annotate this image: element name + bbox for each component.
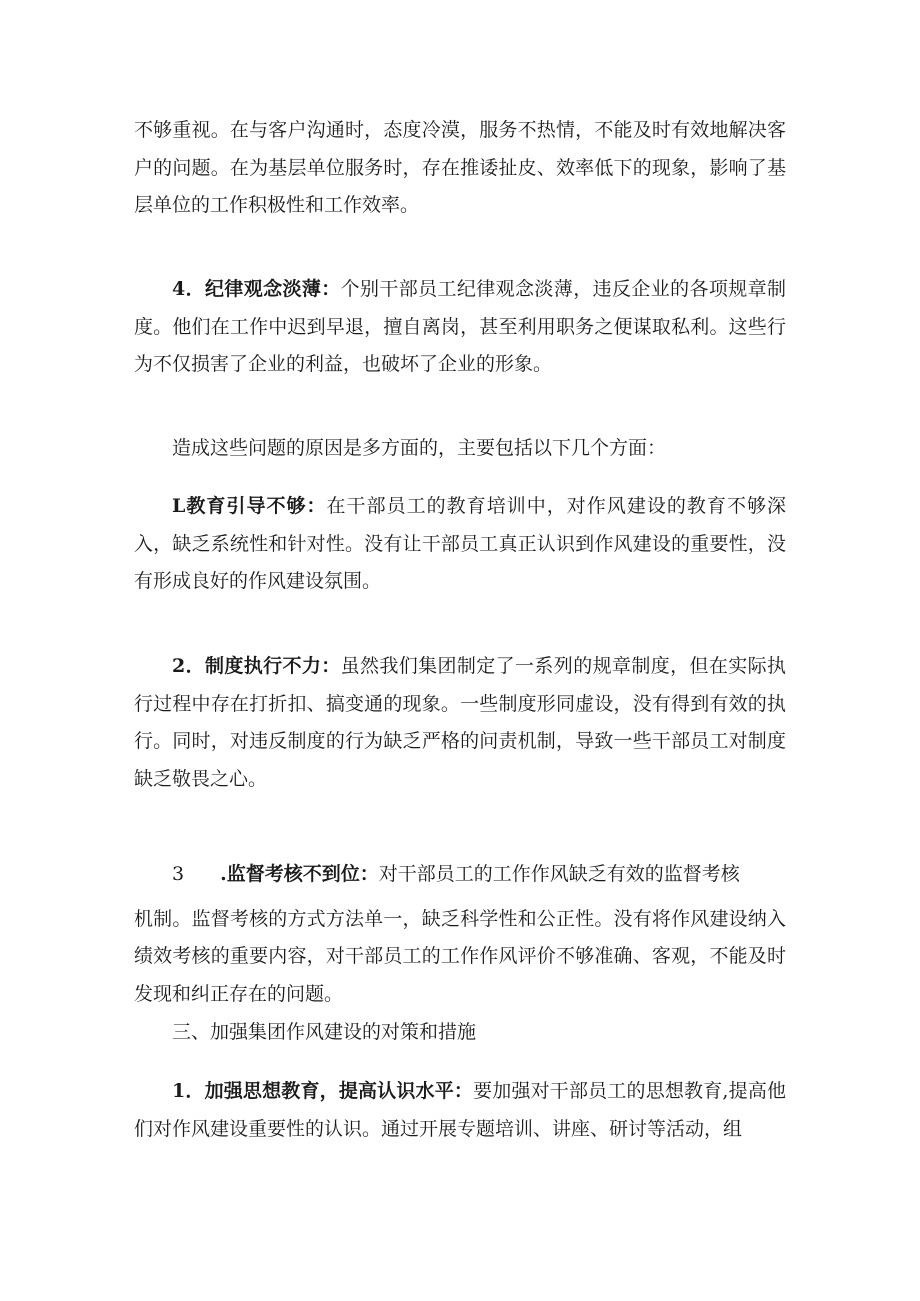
- paragraph-text: 要加强对干部员工的思想教育,提高他们对作风建设重要性的认识。通过开展专题培训、讲座、研讨等活动，组: [134, 1080, 786, 1140]
- item-number: 3: [172, 863, 185, 885]
- paragraph-lead: .监督考核不到位：: [220, 863, 379, 885]
- paragraph-system-execution: [134, 648, 786, 798]
- paragraph-first-line: [134, 856, 786, 894]
- paragraph-lead: 4．纪律观念淡薄：: [172, 278, 341, 300]
- paragraph-lead: 1．加强思想教育，提高认识水平：: [172, 1080, 474, 1102]
- paragraph-service-attitude: [134, 112, 786, 225]
- paragraph-text: 虽然我们集团制定了一系列的规章制度，但在实际执行过程中存在打折扣、搞变通的现象。一些制度形同虚设，没有得到有效的执行。同时，对违反制度的行为缺乏严格的问责机制，导致一些干部员工对制度缺乏敬畏之心。: [134, 655, 786, 790]
- paragraph-text: 机制。监督考核的方式方法单一，缺乏科学性和公正性。没有将作风建设纳入绩效考核的重要内容，对干部员工的工作作风评价不够准确、客观，不能及时发现和纠正存在的问题。: [134, 907, 786, 1005]
- paragraph-supervision: [134, 856, 786, 1013]
- section-heading: [172, 1014, 476, 1052]
- paragraph-text: 个别干部员工纪律观念淡薄，违反企业的各项规章制度。他们在工作中迟到早退，擅自离岗，甚至利用职务之便谋取私利。这些行为不仅损害了企业的利益，也破坏了企业的形象。: [134, 278, 786, 375]
- paragraph-ideological-education: [134, 1073, 786, 1148]
- heading-text: 三、加强集团作风建设的对策和措施: [172, 1021, 477, 1043]
- paragraph-text: 不够重视。在与客户沟通时，态度冷漠，服务不热情，不能及时有效地解决客户的问题。在为基层单位服务时，存在推诿扯皮、效率低下的现象，影响了基层单位的工作积极性和工作效率。: [134, 119, 786, 216]
- paragraph-education: [134, 488, 786, 601]
- paragraph-text: 造成这些问题的原因是多方面的，主要包括以下几个方面：: [172, 437, 667, 459]
- paragraph-text: 在干部员工的教育培训中，对作风建设的教育不够深入，缺乏系统性和针对性。没有让干部员工真正认识到作风建设的重要性，没有形成良好的作风建设氛围。: [134, 495, 786, 592]
- paragraph-lead: L教育引导不够：: [172, 495, 327, 517]
- paragraph-discipline: [134, 271, 786, 384]
- paragraph-text-first: 对干部员工的工作作风缺乏有效的监督考核: [378, 863, 740, 885]
- paragraph-causes-intro: [134, 430, 786, 468]
- paragraph-lead: 2．制度执行不力：: [172, 655, 341, 677]
